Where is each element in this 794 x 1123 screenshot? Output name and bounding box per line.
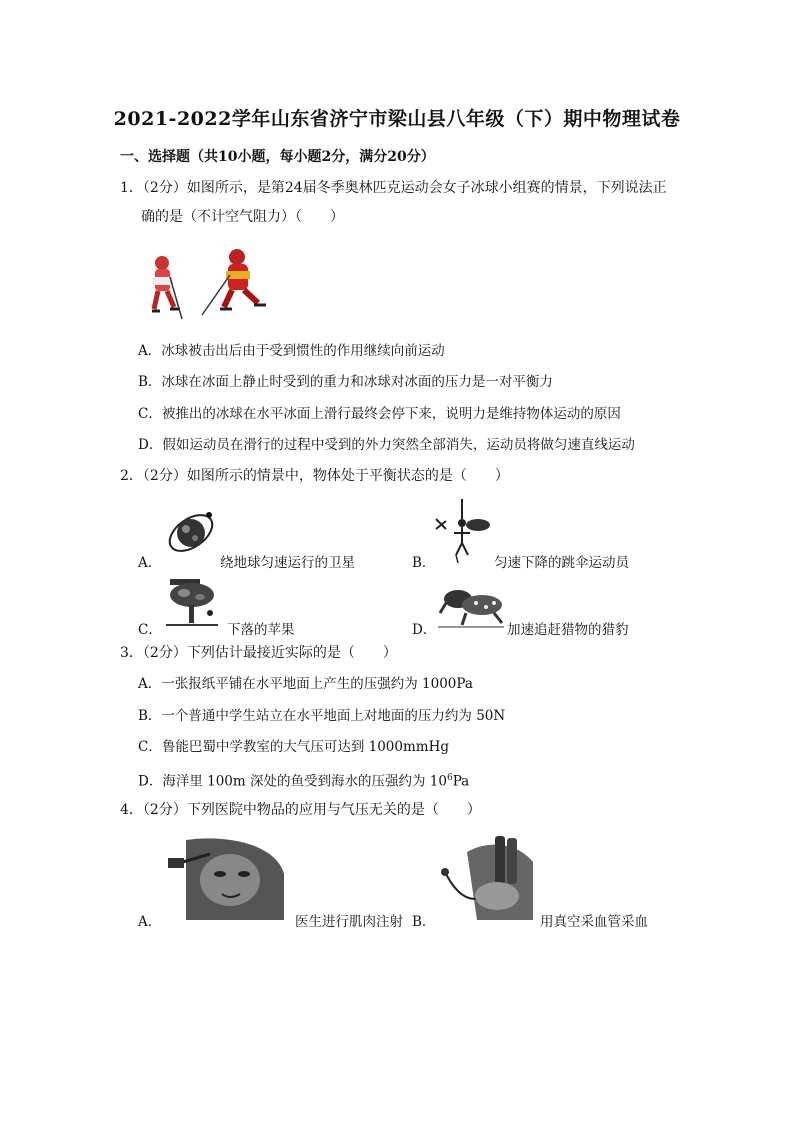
question-1-stem-line2: 确的是（不计空气阻力）（ ）: [141, 209, 344, 225]
vacuum-blood-collection-image: [437, 832, 537, 920]
question-4-stem: 4．（2分）下列医院中物品的应用与气压无关的是（ ）: [120, 802, 481, 818]
question-2-option-a-letter: A．: [138, 555, 162, 571]
question-2-option-d-letter: D．: [412, 622, 437, 638]
exam-title: 2021-2022学年山东省济宁市梁山县八年级（下）期中物理试卷: [113, 108, 681, 130]
question-2-stem: 2．（2分）如图所示的情景中，物体处于平衡状态的是（ ）: [120, 468, 509, 484]
question-1-option-b: B．冰球在冰面上静止时受到的重力和冰球对冰面的压力是一对平衡力: [138, 374, 553, 390]
question-1-option-d: D．假如运动员在滑行的过程中受到的外力突然全部消失，运动员将做匀速直线运动: [138, 437, 635, 453]
question-1-stem-line1: 1．（2分）如图所示，是第24届冬季奥林匹克运动会女子冰球小组赛的情景，下列说法正: [120, 180, 667, 196]
question-1-option-c: C．被推出的冰球在水平冰面上滑行最终会停下来，说明力是维持物体运动的原因: [138, 406, 621, 422]
question-3-option-d: D．海洋里 100m 深处的鱼受到海水的压强约为 $10^6Pa$: [138, 773, 470, 790]
ice-hockey-players-image: [140, 247, 275, 327]
question-4-option-b-text: 用真空采血管采血: [540, 914, 648, 930]
section-heading: 一、选择题（共10小题，每小题2分，满分20分）: [120, 149, 435, 165]
falling-apple-tree-image: [162, 577, 222, 629]
question-2-option-b-letter: B．: [412, 555, 436, 571]
question-3-option-a: A．一张报纸平铺在水平地面上产生的压强约为 1000Pa: [138, 676, 473, 692]
question-3-option-b: B．一个普通中学生站立在水平地面上对地面的压力约为 50N: [138, 708, 506, 724]
question-4-option-b-letter: B．: [412, 914, 436, 930]
question-2-option-b-text: 匀速下降的跳伞运动员: [494, 555, 629, 571]
question-3-stem: 3．（2分）下列估计最接近实际的是（ ）: [120, 645, 397, 661]
cheetah-chasing-image: [436, 583, 506, 629]
question-2-option-d-text: 加速追赶猎物的猎豹: [507, 622, 629, 638]
question-1-option-a: A．冰球被击出后由于受到惯性的作用继续向前运动: [138, 343, 445, 359]
question-4-option-a-text: 医生进行肌肉注射: [295, 914, 403, 930]
satellite-orbit-image: [165, 505, 220, 565]
parachutist-image: [432, 497, 492, 567]
question-2-option-a-text: 绕地球匀速运行的卫星: [220, 555, 355, 571]
question-3-option-c: C．鲁能巴蜀中学教室的大气压可达到 1000mmHg: [138, 739, 449, 755]
question-2-option-c-letter: C．: [138, 622, 162, 638]
question-4-option-a-letter: A．: [138, 914, 162, 930]
question-2-option-c-text: 下落的苹果: [227, 622, 295, 638]
intramuscular-injection-image: [166, 834, 290, 920]
